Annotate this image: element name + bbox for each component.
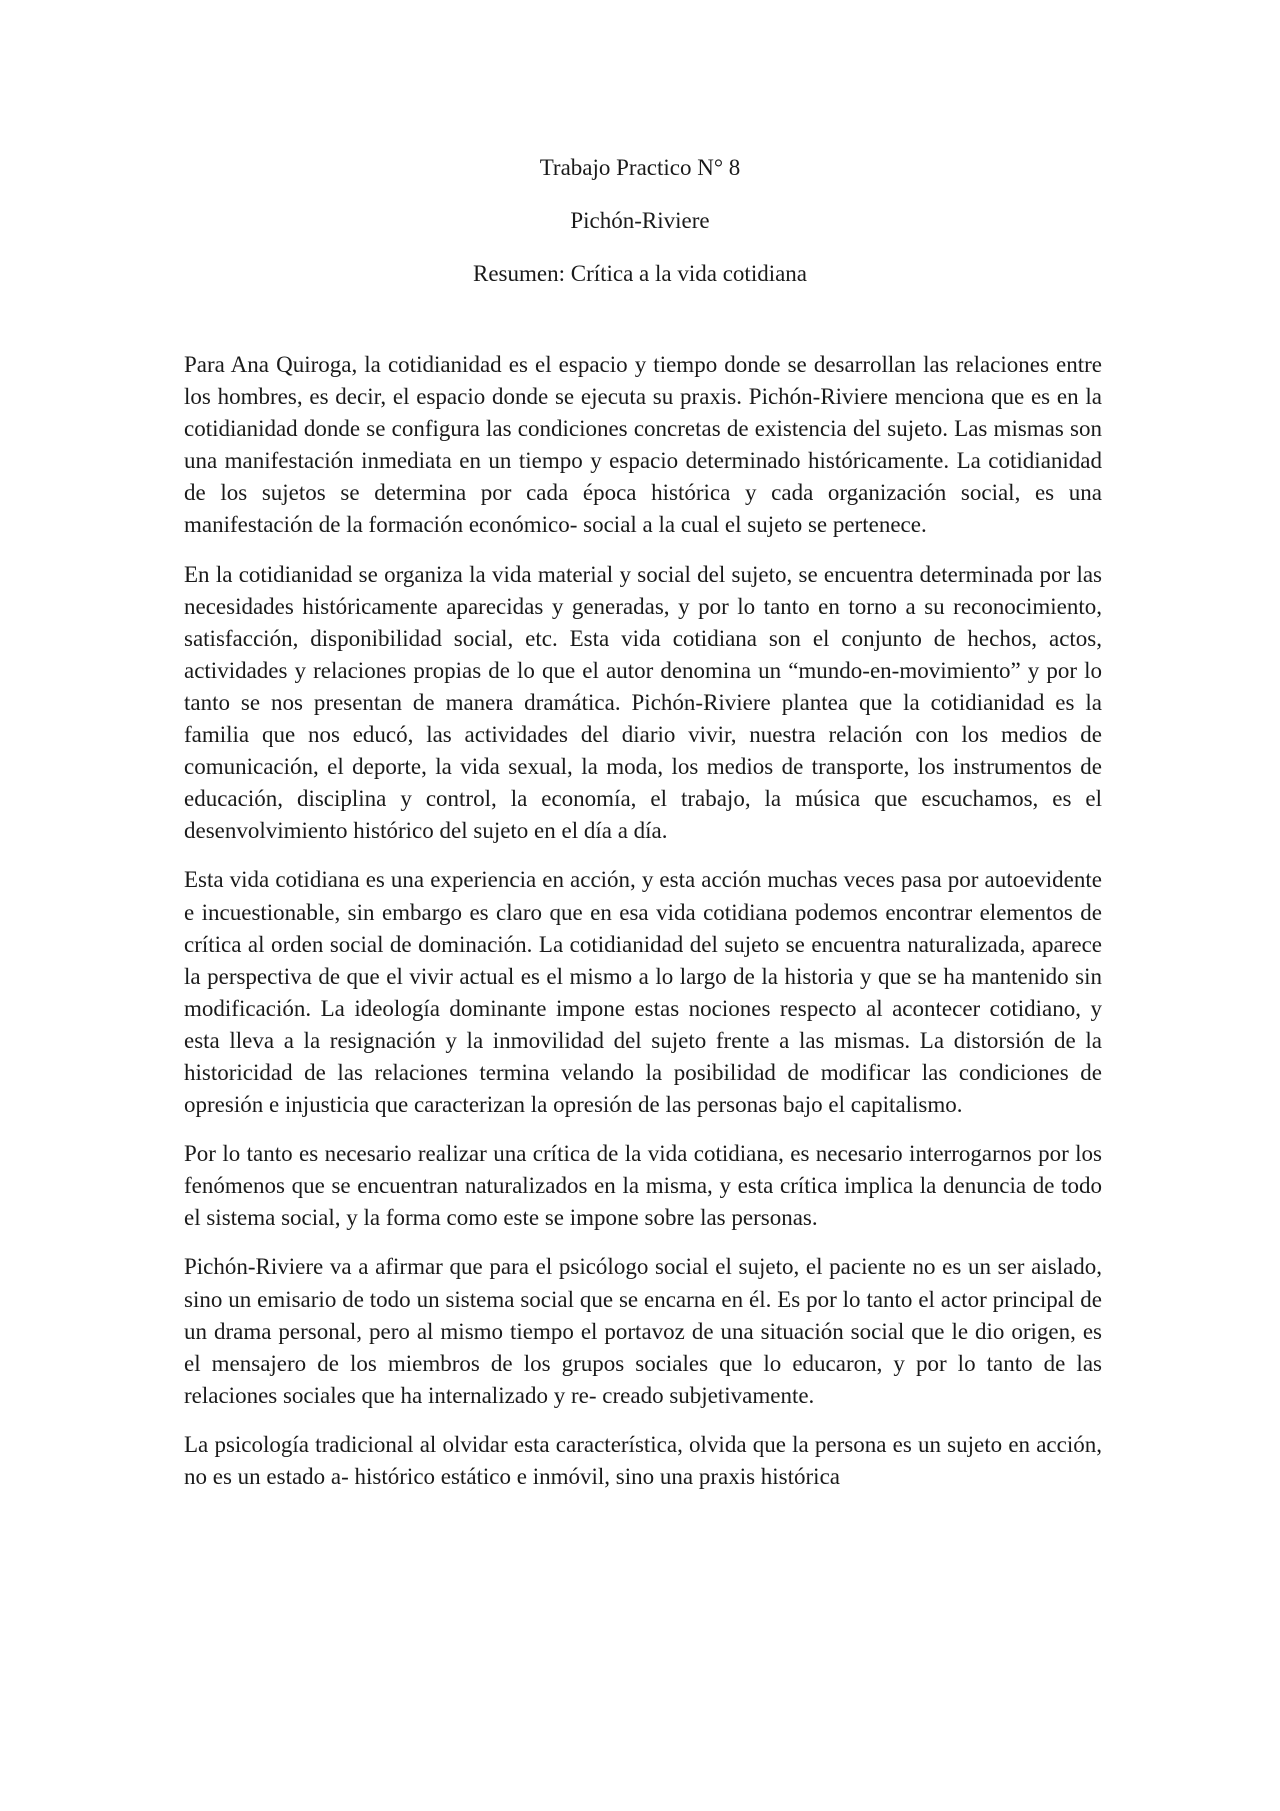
document-author: Pichón-Riviere — [570, 208, 710, 233]
paragraph: Para Ana Quiroga, la cotidianidad es el espacio y tiempo donde se desarrollan las relaciones entre los hombres, es decir, el espacio donde se ejecuta su praxis. Pichón-Riviere menciona que es en la cotidianidad donde se configura las condiciones concretas de existencia del sujeto. Las mismas son una manifestación inmediata en un tiempo y espacio determinado históricamente. La cotidianidad de los sujetos se determina por cada época histórica y cada organización social, es una manifestación de la formación económico- social a la cual el sujeto se pertenece. — [184, 352, 1102, 538]
paragraph: Por lo tanto es necesario realizar una crítica de la vida cotidiana, es necesario interrogarnos por los fenómenos que se encuentran naturalizados en la misma, y esta crítica implica la denuncia de todo el sistema social, y la forma como este se impone sobre las personas. — [184, 1141, 1102, 1231]
document-header — [0, 152, 1280, 311]
document-subtitle: Resumen: Crítica a la vida cotidiana — [472, 261, 808, 286]
document-title: Trabajo Practico N° 8 — [539, 155, 741, 180]
paragraph: En la cotidianidad se organiza la vida material y social del sujeto, se encuentra determinada por las necesidades históricamente aparecidas y generadas, y por lo tanto en torno a su reconocimiento, satisfacción, disponibilidad social, etc. Esta vida cotidiana son el conjunto de hechos, actos, actividades y relaciones propias de lo que el autor denomina un “mundo-en-movimiento” y por lo tanto se nos presentan de manera dramática. Pichón-Riviere plantea que la cotidianidad es la familia que nos educó, las actividades del diario vivir, nuestra relación con los medios de comunicación, el deporte, la vida sexual, la moda, los medios de transporte, los instrumentos de educación, disciplina y control, la economía, el trabajo, la música que escuchamos, es el desenvolvimiento histórico del sujeto en el día a día. — [184, 561, 1102, 844]
paragraph: Esta vida cotidiana es una experiencia en acción, y esta acción muchas veces pasa por autoevidente e incuestionable, sin embargo es claro que en esa vida cotidiana podemos encontrar elementos de crítica al orden social de dominación. La cotidianidad del sujeto se encuentra naturalizada, aparece la perspectiva de que el vivir actual es el mismo a lo largo de la historia y que se ha mantenido sin modificación. La ideología dominante impone estas nociones respecto al acontecer cotidiano, y esta lleva a la resignación y la inmovilidad del sujeto frente a las mismas. La distorsión de la historicidad de las relaciones termina velando la posibilidad de modificar las condiciones de opresión e injusticia que caracterizan la opresión de las personas bajo el capitalismo. — [184, 867, 1102, 1118]
paragraph: Pichón-Riviere va a afirmar que para el psicólogo social el sujeto, el paciente no es un ser aislado, sino un emisario de todo un sistema social que se encarna en él. Es por lo tanto el actor principal de un drama personal, pero al mismo tiempo el portavoz de una situación social que le dio origen, es el mensajero de los miembros de los grupos sociales que lo educaron, y por lo tanto de las relaciones sociales que ha internalizado y re- creado subjetivamente. — [184, 1254, 1102, 1408]
paragraph: La psicología tradicional al olvidar esta característica, olvida que la persona es un sujeto en acción, no es un estado a- histórico estático e inmóvil, sino una praxis histórica — [184, 1431, 1102, 1489]
document-body — [184, 349, 1102, 1510]
